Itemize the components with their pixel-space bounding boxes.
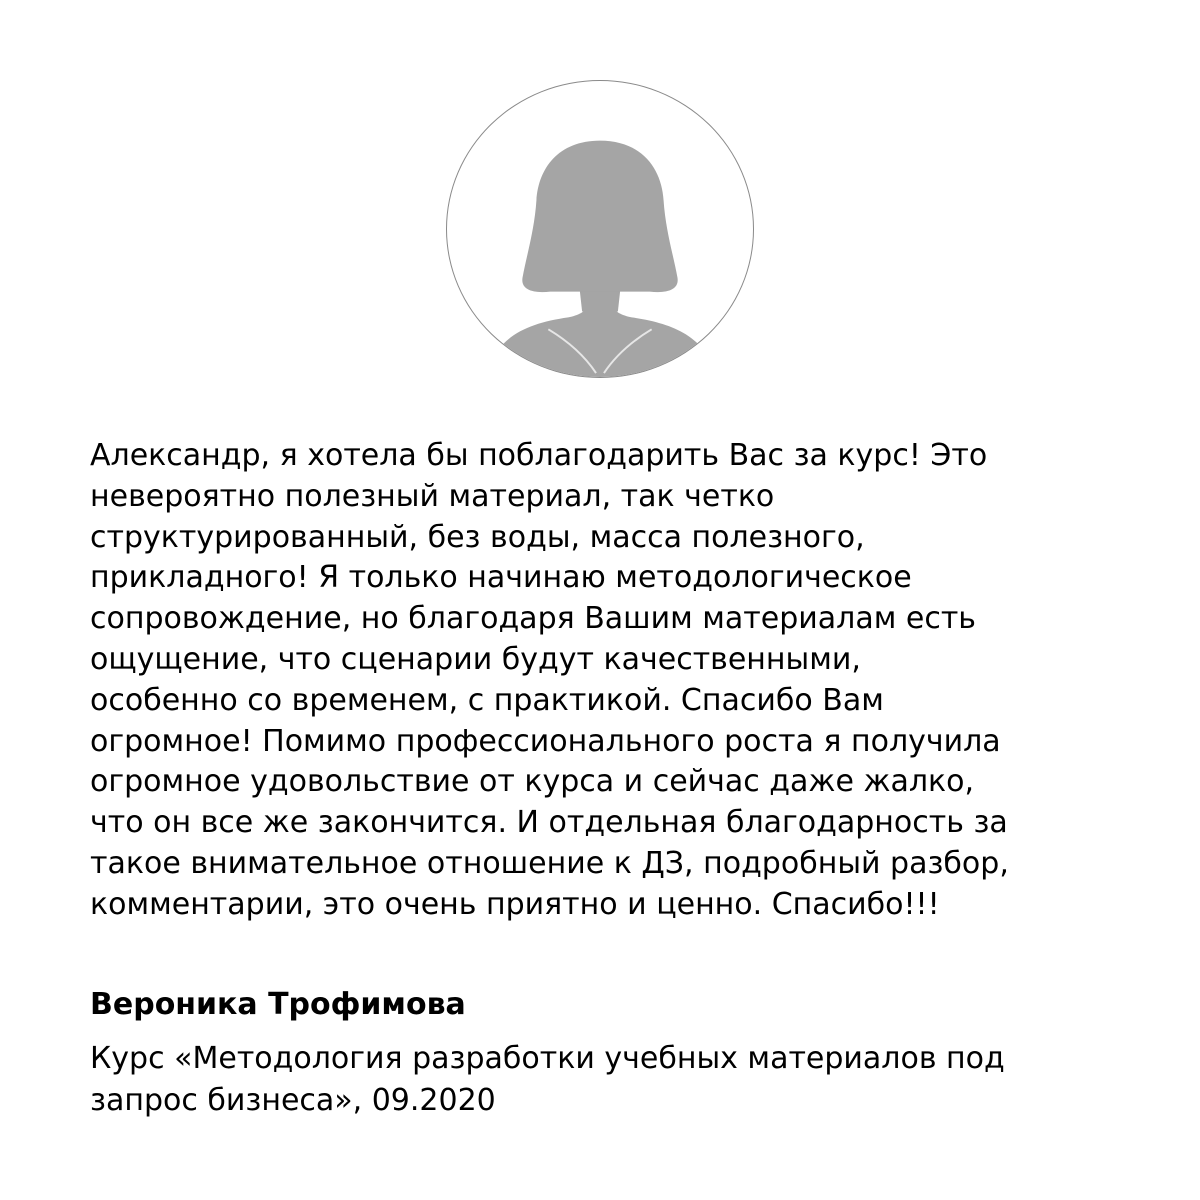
course-info [90,1038,1150,1122]
avatar [446,80,754,378]
review-text [90,436,1140,926]
review-line: что он все же закончится. И отдельная благодарность за [90,805,1008,841]
review-line: прикладного! Я только начинаю методологическое [90,560,912,596]
review-line: комментарии, это очень приятно и ценно. Спасибо!!! [90,886,940,922]
review-line: сопровождение, но благодаря Вашим материалам есть [90,601,976,637]
course-line: запрос бизнеса», 09.2020 [90,1083,496,1118]
course-line: Курс «Методология разработки учебных материалов под [90,1041,1005,1076]
review-line: особенно со временем, с практикой. Спасибо Вам [90,682,884,718]
review-line: структурированный, без воды, масса полезного, [90,519,865,555]
female-silhouette-icon [447,81,753,377]
review-line: такое внимательное отношение к ДЗ, подробный разбор, [90,845,1009,881]
review-line: огромное! Помимо профессионального роста я получила [90,723,1001,759]
author-name: Вероника Трофимова [90,987,466,1022]
review-line: Александр, я хотела бы поблагодарить Вас за курс! Это [90,438,988,473]
review-line: огромное удовольствие от курса и сейчас даже жалко, [90,764,975,800]
review-line: невероятно полезный материал, так четко [90,478,775,514]
review-line: ощущение, что сценарии будут качественными, [90,641,861,677]
